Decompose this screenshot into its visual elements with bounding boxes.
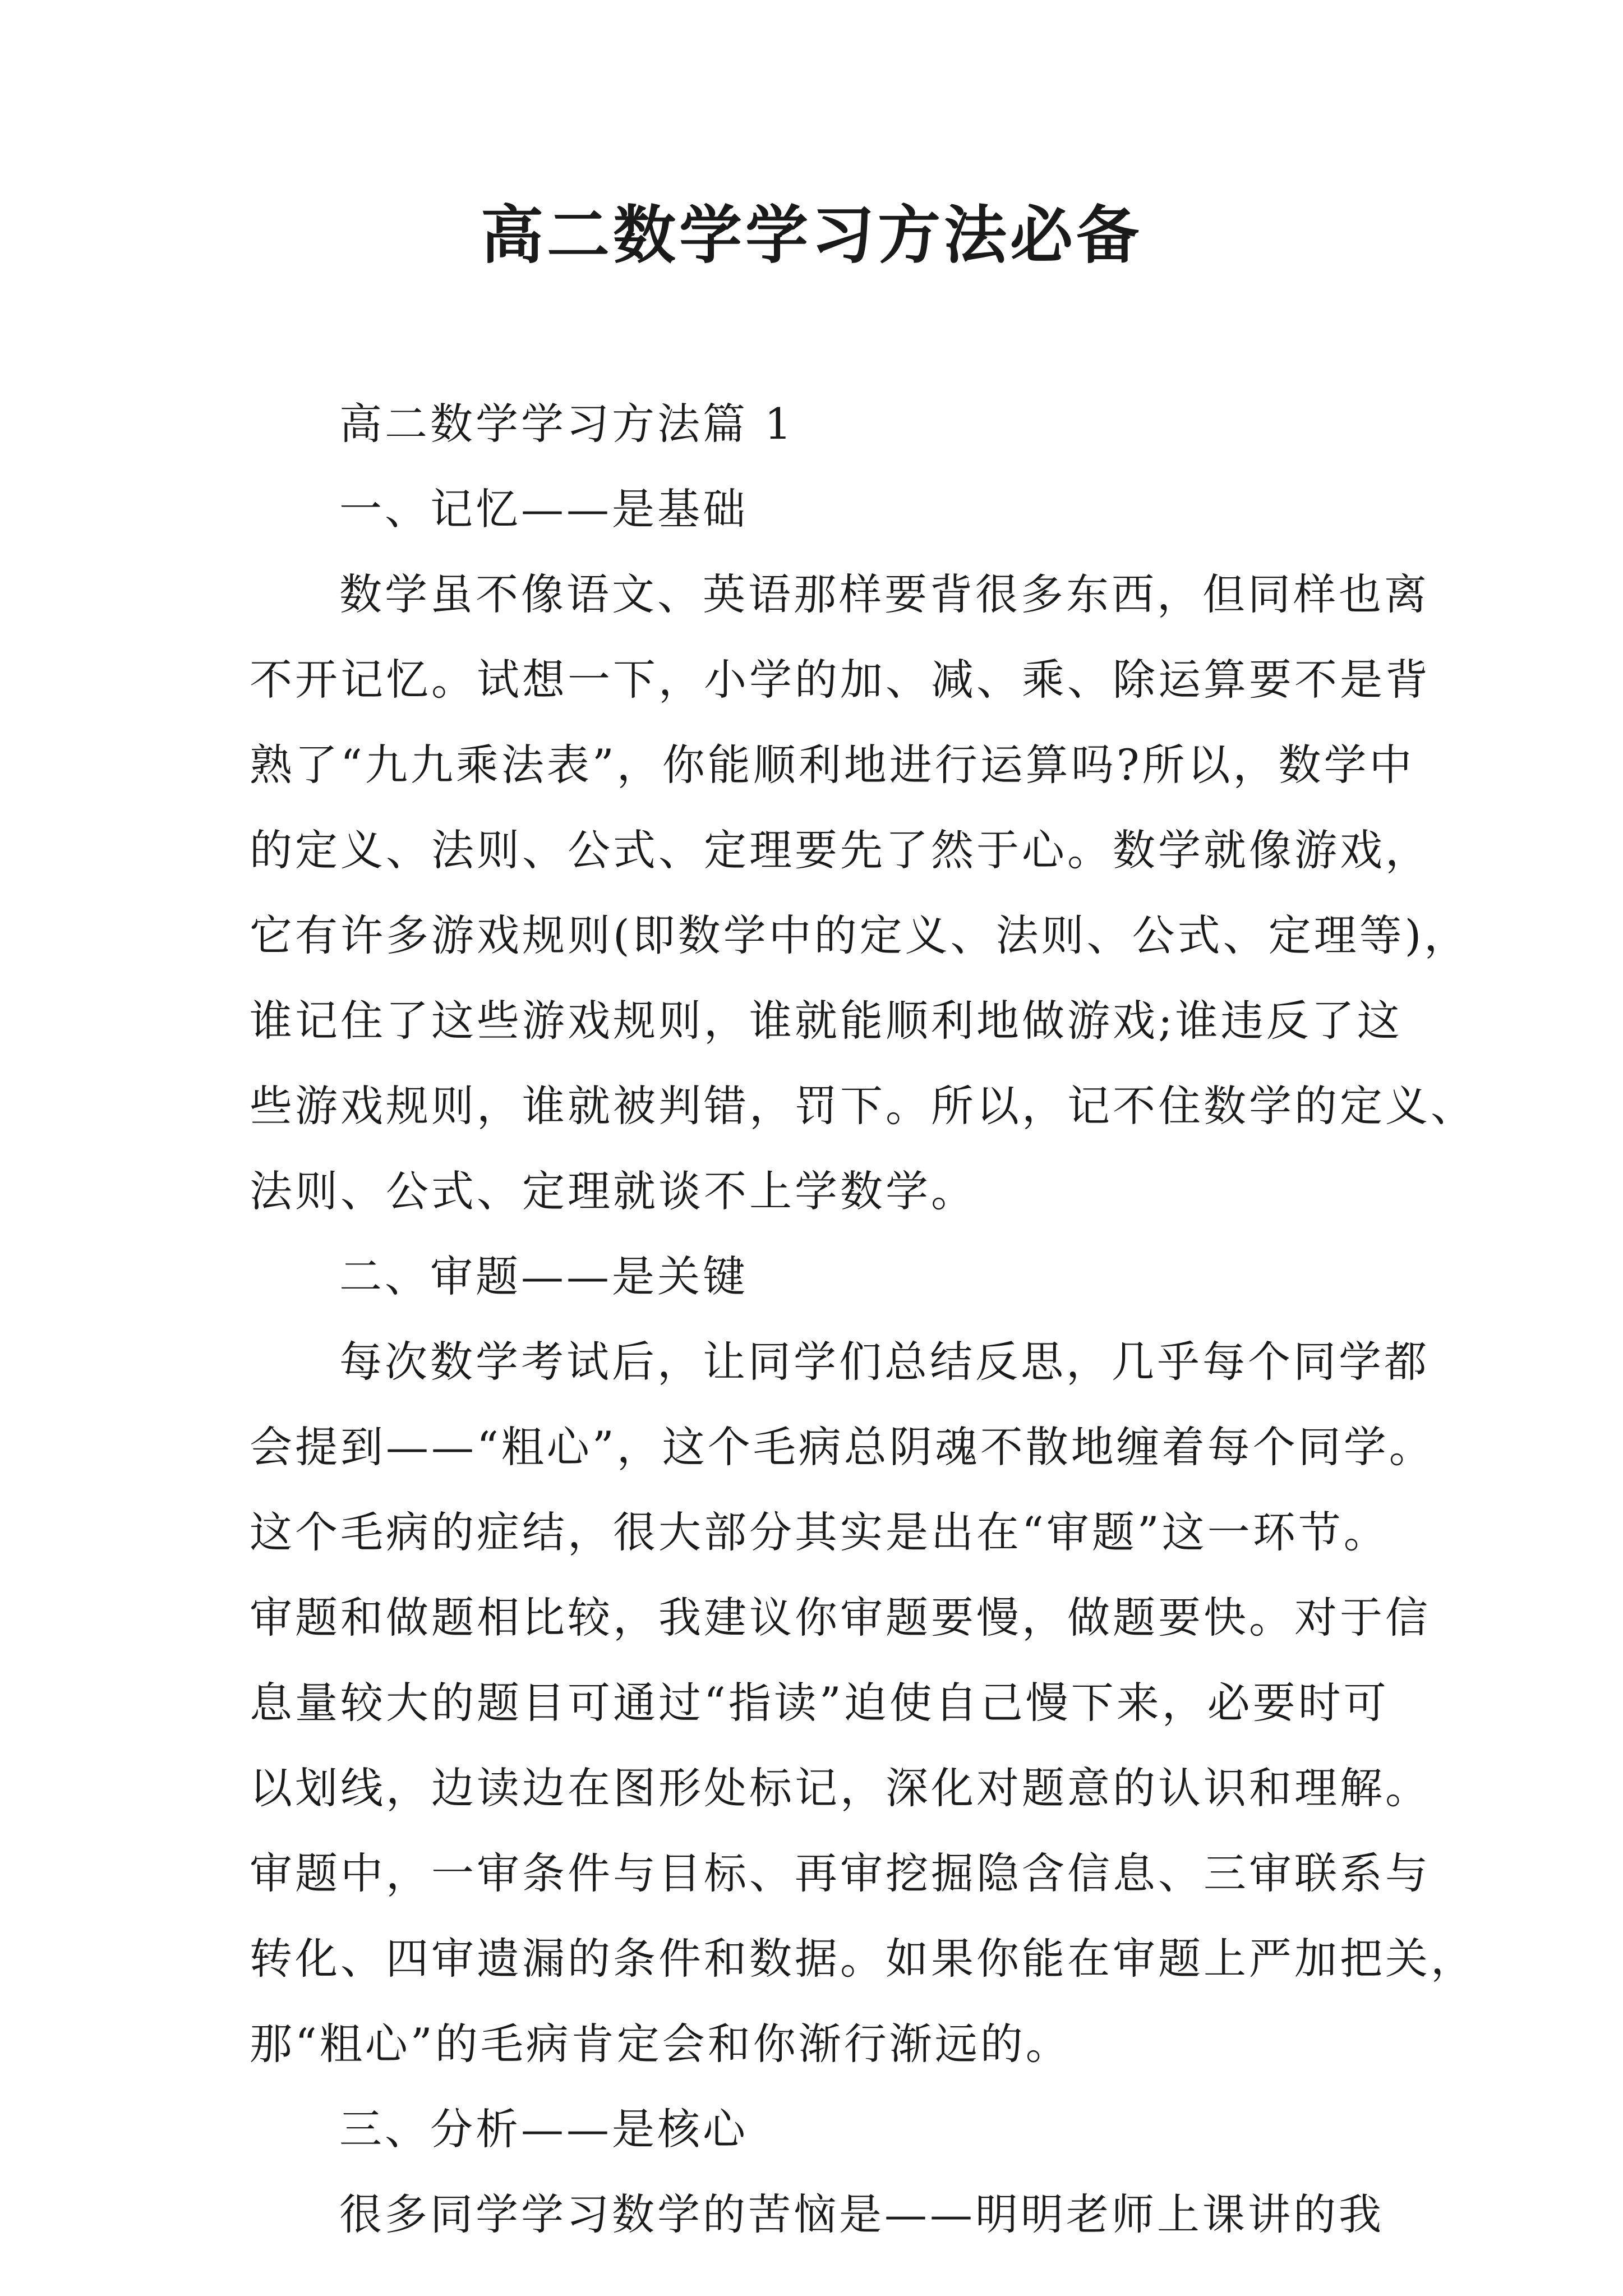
- paragraph-line: 数学虽不像语文、英语那样要背很多东西，但同样也离: [339, 569, 1430, 619]
- paragraph-line: 审题中，一审条件与目标、再审挖掘隐含信息、三审联系与: [250, 1848, 1431, 1898]
- paragraph-line: 审题和做题相比较，我建议你审题要慢，做题要快。对于信: [250, 1593, 1431, 1642]
- paragraph-line: 法则、公式、定理就谈不上学数学。: [250, 1166, 976, 1216]
- section-title: 高二数学学习方法篇 1: [339, 399, 795, 449]
- subheading: 一、记忆——是基础: [339, 484, 748, 534]
- paragraph-line: 会提到——“粗心”，这个毛病总阴魂不散地缠着每个同学。: [250, 1422, 1435, 1472]
- paragraph-line: 不开记忆。试想一下，小学的加、减、乘、除运算要不是背: [250, 655, 1431, 705]
- paragraph-line: 息量较大的题目可通过“指读”迫使自己慢下来，必要时可: [250, 1678, 1389, 1728]
- paragraph-line: 那“粗心”的毛病肯定会和你渐行渐远的。: [250, 2019, 1071, 2069]
- document-title: 高二数学学习方法必备: [481, 199, 1142, 272]
- paragraph-line: 很多同学学习数学的苦恼是——明明老师上课讲的我: [339, 2189, 1384, 2239]
- paragraph-line: 些游戏规则，谁就被判错，罚下。所以，记不住数学的定义、: [250, 1081, 1476, 1131]
- subheading: 二、审题——是关键: [339, 1251, 748, 1301]
- paragraph-line: 每次数学考试后，让同学们总结反思，几乎每个同学都: [339, 1337, 1430, 1387]
- paragraph-line: 谁记住了这些游戏规则，谁就能顺利地做游戏;谁违反了这: [250, 996, 1403, 1046]
- paragraph-line: 的定义、法则、公式、定理要先了然于心。数学就像游戏，: [250, 825, 1431, 875]
- document-body: [250, 381, 1476, 2257]
- paragraph-line: 这个毛病的症结，很大部分其实是出在“审题”这一环节。: [250, 1507, 1389, 1557]
- paragraph-line: 以划线，边读边在图形处标记，深化对题意的认识和理解。: [250, 1763, 1431, 1813]
- paragraph-line: 转化、四审遗漏的条件和数据。如果你能在审题上严加把关，: [250, 1934, 1476, 1984]
- subheading: 三、分析——是核心: [339, 2104, 748, 2154]
- paragraph-line: 它有许多游戏规则(即数学中的定义、法则、公式、定理等)，: [250, 910, 1470, 960]
- paragraph-line: 熟了“九九乘法表”，你能顺利地进行运算吗?所以，数学中: [250, 740, 1415, 790]
